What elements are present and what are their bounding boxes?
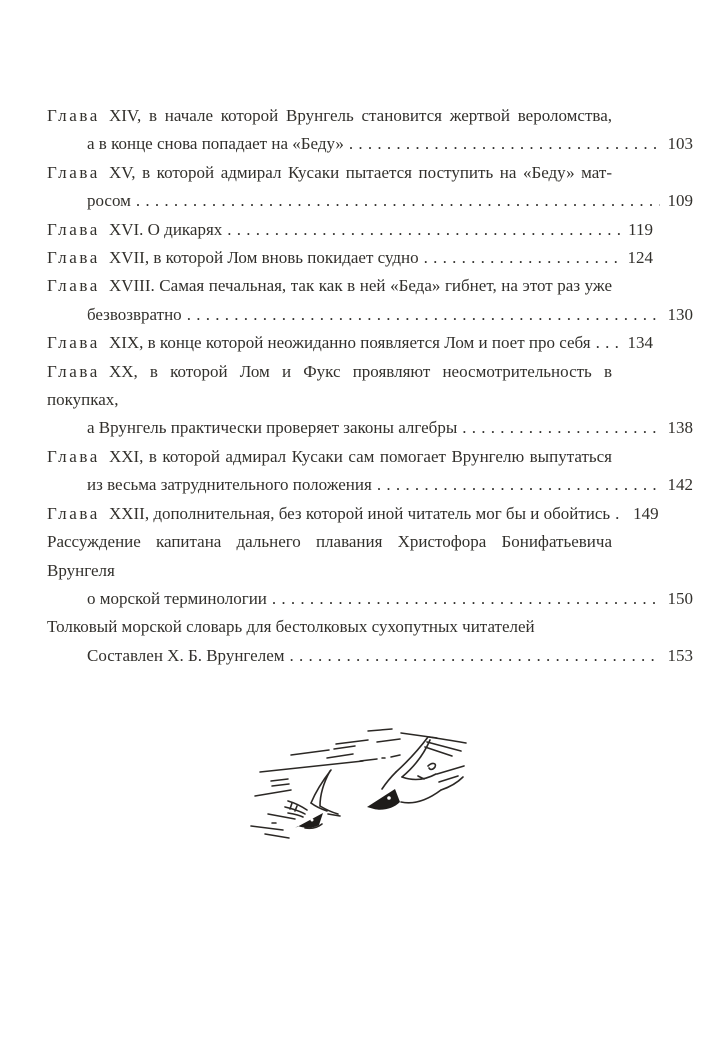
speed-lines	[251, 729, 437, 838]
dot-leader	[344, 130, 660, 158]
toc-entry	[47, 358, 693, 443]
chapter-word: Глава	[47, 162, 100, 182]
chapter-word: Глава	[47, 276, 100, 296]
toc-continuation-line	[47, 130, 693, 158]
page-number: 138	[667, 418, 693, 438]
toc-title-line	[47, 244, 653, 272]
toc-entry	[47, 500, 659, 528]
dot-leader	[610, 500, 625, 528]
toc-continuation-line	[47, 301, 693, 329]
toc-continuation-line	[47, 414, 693, 442]
entry-continuation: о морской терминологии	[87, 588, 267, 608]
entry-title: XVI. О дикарях	[108, 219, 223, 239]
entry-title: XX, в которой Лом и Фукс проявляют неосмотрительность в покупках,	[47, 361, 612, 410]
dot-leader	[457, 414, 659, 442]
entry-title: XVII, в которой Лом вновь покидает судно	[108, 248, 419, 268]
page-number: 119	[628, 219, 653, 239]
entry-continuation: а в конце снова попадает на «Беду»	[87, 134, 344, 154]
tern-right	[367, 737, 466, 810]
dot-leader	[372, 471, 660, 499]
dot-leader	[131, 187, 660, 215]
page-number: 153	[667, 645, 693, 665]
chapter-word: Глава	[47, 446, 100, 466]
entry-continuation: из весьма затруднительного положения	[87, 475, 372, 495]
toc-entry	[47, 329, 653, 357]
page-number: 149	[633, 503, 659, 523]
entry-title: XIX, в конце которой неожиданно появляется Лом и поет про себя	[108, 333, 591, 353]
toc-title-line	[47, 500, 659, 528]
dot-leader	[267, 585, 660, 613]
chapter-word: Глава	[47, 106, 100, 125]
toc-continuation-line	[47, 642, 693, 670]
dot-leader	[285, 642, 660, 670]
entry-continuation: безвозвратно	[87, 304, 182, 324]
dot-leader	[182, 301, 660, 329]
chapter-word: Глава	[47, 361, 100, 381]
page-number: 103	[667, 134, 693, 154]
chapter-word: Глава	[47, 219, 100, 239]
entry-title: XIV, в начале которой Врунгель становится жертвой вероломства,	[108, 106, 612, 125]
toc-entry	[47, 528, 693, 613]
toc-title-line	[47, 329, 653, 357]
toc-entry	[47, 216, 653, 244]
toc-title-line	[47, 216, 653, 244]
page-number: 124	[627, 248, 653, 268]
entry-continuation: а Врунгель практически проверяет законы алгебры	[87, 418, 458, 438]
table-of-contents	[47, 102, 693, 670]
entry-continuation: Составлен Х. Б. Врунгелем	[87, 645, 285, 665]
tern-left	[285, 770, 340, 828]
entry-continuation: росом	[87, 191, 131, 211]
toc-title-line	[47, 358, 612, 415]
toc-entry	[47, 443, 693, 500]
chapter-word: Глава	[47, 503, 100, 523]
entry-title: XXI, в которой адмирал Кусаки сам помогает Врунгелю выпутаться	[108, 446, 612, 466]
chapter-word: Глава	[47, 333, 100, 353]
toc-entry	[47, 244, 653, 272]
entry-title: XV, в которой адмирал Кусаки пытается поступить на «Беду» мат-	[108, 162, 612, 182]
dot-leader	[222, 216, 620, 244]
page-number: 150	[667, 588, 693, 608]
toc-entry	[47, 272, 693, 329]
toc-title-line	[47, 443, 612, 471]
chapter-word: Глава	[47, 248, 100, 268]
toc-entry	[47, 102, 693, 159]
page-number: 134	[627, 333, 653, 353]
toc-entry	[47, 613, 693, 670]
toc-title-line	[47, 272, 612, 300]
page-number: 142	[667, 475, 693, 495]
toc-title-line	[47, 613, 653, 641]
dot-leader	[591, 329, 620, 357]
entry-title: XVIII. Самая печальная, так как в ней «Беда» гибнет, на этот раз уже	[108, 276, 612, 296]
toc-entry	[47, 159, 693, 216]
toc-continuation-line	[47, 187, 693, 215]
page-number: 130	[667, 304, 693, 324]
page-number: 109	[667, 191, 693, 211]
toc-title-line	[47, 102, 612, 130]
two-terns-sketch	[243, 710, 493, 840]
toc-title-line	[47, 159, 612, 187]
entry-title: Рассуждение капитана дальнего плавания Христофора Бонифатьевича Врунгеля	[47, 532, 612, 580]
toc-continuation-line	[47, 471, 693, 499]
toc-title-line	[47, 528, 612, 585]
birds-illustration	[243, 710, 493, 840]
toc-continuation-line	[47, 585, 693, 613]
dot-leader	[419, 244, 620, 272]
entry-title: XXII, дополнительная, без которой иной читатель мог бы и обойтись	[108, 503, 611, 523]
entry-title: Толковый морской словарь для бестолковых сухопутных читателей	[47, 617, 535, 637]
